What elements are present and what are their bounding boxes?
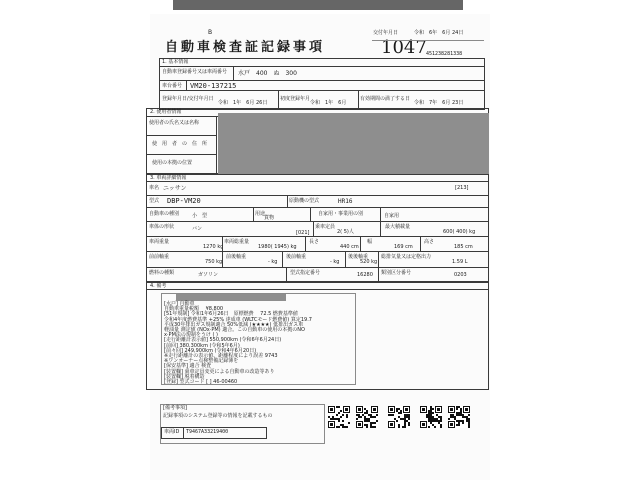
remark-line: [51年規制] 令和1年6月26日 原標燃費 72.5 燃費基準値 [164,311,298,318]
issue-date-value: 令和 6年 6月 24日 [414,30,464,36]
remark-line: 令和4年度燃費基準 +25% 達成車 (WLTCモード燃費値) 算定19.7 [164,316,312,323]
divider [310,207,311,221]
reg-date-label: 登録年月日/交付年月日 [162,96,214,102]
issue-date-label: 交付年月日 [373,30,399,36]
divider [305,236,306,251]
first-reg-value: 令和 1年 6月 [310,100,347,106]
front-rear-axle-value: - kg [268,259,278,265]
purpose-value: 自家用 [384,213,400,219]
divider [380,207,381,221]
vehicle-type-label: 自動車の種別 [149,211,180,217]
reg-number-label: 自動車登録番号又は車両番号 [162,69,228,75]
qr-code-2-icon [356,406,378,428]
divider [358,90,359,110]
capacity-label: 乗車定員 [315,224,336,230]
divider [420,236,421,251]
divider [378,267,379,282]
displacement-label: 総排気量又は定格出力 [381,254,432,260]
divider [146,195,489,196]
divider [146,154,216,155]
rear-front-axle-value: - kg [330,259,340,265]
maker-label: 車名 [149,185,160,191]
max-load-label: 最大積載量 [385,224,411,230]
divider [146,221,489,222]
gross-weight-label: 車両総重量 [224,239,250,245]
remark-line: [水戸] 自動車 [164,301,195,307]
rear-rear-axle-label: 後後軸重 [348,254,369,260]
remark-line: [登録] 型式コード [ ] 46-00460 [164,379,238,385]
notes-header: [備考事項] [163,405,187,411]
use-label: 用途 [255,211,266,217]
divider [146,267,489,268]
approval-number-value: 16280 [357,272,373,278]
remark-line: 自動車重量税額 ¥8,800 [164,306,224,313]
remark-line: [装置欄] 乗車定員変更による自動車の改造等あり [164,368,275,375]
capacity-value: 2( 5)人 [337,229,354,235]
divider [146,181,489,182]
remark-line: [前々回] 249,900km (令和4年6月20日) [164,347,257,354]
qr-code-5-icon [448,406,470,428]
qr-code-1-icon [328,406,350,428]
vehicle-type-value: 小 型 [192,213,208,219]
remark-line: [保安基準] 適合 検査 [164,363,212,370]
vehicle-id-label: 車両ID [164,429,180,435]
expiry-label: 有効期間の満了する日 [360,96,411,102]
gross-weight-value: 1980( 1945) kg [258,244,297,250]
vehicle-weight-label: 車両重量 [149,239,170,245]
divider [146,236,489,237]
remark-line: [前回] 380,300km (令和5年6月) [164,342,240,349]
divider [287,195,288,207]
handwritten-number: 1047 [381,37,427,58]
remark-line: ※ワンオーナー点検整備記録簿を [164,358,239,365]
section2-header: 2. 使用者情報 [150,109,182,115]
divider [253,207,254,221]
class-number-label: 類別区分番号 [381,270,412,276]
body-shape-value: バン [192,226,203,232]
height-label: 高さ [424,239,435,245]
divider [233,66,234,80]
divider [380,221,381,236]
reg-date-value: 令和 1年 6月 26日 [218,100,268,106]
divider [222,251,223,267]
divider [360,236,361,251]
model-value: DBP-VM20 [167,197,201,205]
user-address-label: 使 用 者 の 住 所 [152,141,208,147]
purpose-label: 自家用・事業用の別 [318,211,364,217]
divider [282,251,283,267]
fuel-type-label: 燃料の種類 [149,270,175,276]
divider [216,116,217,174]
divider [183,427,184,439]
remark-line: x·PM法の規制をうけ ( ) [164,332,218,339]
section3-header: 3. 車両詳細情報 [150,175,187,181]
doc-number: 451238281338 [426,51,463,57]
rear-front-axle-label: 後前軸重 [286,254,307,260]
front-front-axle-value: 750 kg [205,259,223,265]
divider [378,251,379,267]
rear-rear-axle-value: 520 kg [360,259,378,265]
divider [146,207,489,208]
width-value: 169 cm [394,244,413,250]
corner-mark: B [208,29,213,36]
vin-value: VM20-137215 [190,82,237,90]
divider [186,80,187,90]
section1-header: 1. 基本情報 [162,59,189,65]
displacement-value: 1.59 L [452,259,468,265]
divider [159,90,485,91]
top-redaction-bar [173,0,463,10]
divider [222,236,223,251]
remark-line: 軽油量 測定値 (NOx·PM) 適合。この自動車の使用の本拠のNO [164,327,305,333]
front-front-axle-label: 前前軸重 [149,254,170,260]
remark-line: ※走行距離計の表示値、距離程度により誤差 9743 [164,353,278,359]
reg-number-value: 水戸 400 ぬ 300 [238,70,297,77]
body-shape-label: 車体の形状 [149,224,175,230]
section4-header: 4. 備考 [150,283,167,289]
divider [146,251,489,252]
engine-label: 原動機の型式 [289,198,320,204]
issue-date-underline [372,40,484,41]
divider [345,251,346,267]
divider [278,90,279,110]
length-label: 長さ [309,239,320,245]
remark-line: [装置欄] 脱着構造 [164,373,205,380]
divider [146,135,216,136]
width-label: 幅 [367,239,373,245]
qr-code-4-icon [420,406,442,428]
height-value: 185 cm [454,244,473,250]
first-reg-label: 初度登録年月 [280,96,311,102]
base-location-label: 使用の本拠の位置 [152,160,193,166]
vehicle-id-value: T9467A33219400 [186,429,229,435]
notes-text: 記録事項のシステム登録等の情報を記載するもの [163,413,273,419]
fuel-type-value: ガソリン [198,272,219,278]
divider [159,80,485,81]
maker-code: [213] [455,185,469,191]
max-load-value: 600( 400) kg [443,229,476,235]
redacted-user-block [218,113,489,175]
divider [146,289,489,290]
front-rear-axle-label: 前後軸重 [226,254,247,260]
qr-code-3-icon [388,406,410,428]
engine-value: HR16 [338,198,353,205]
expiry-value: 令和 7年 6月 23日 [414,100,464,106]
approval-number-label: 型式指定番号 [290,270,321,276]
length-value: 440 cm [340,244,359,250]
redacted-remark [176,294,286,301]
document-title: 自動車検査証記録事項 [165,40,326,55]
body-shape-code: [021] [296,230,310,236]
remark-line: 平成30年排出ガス規制適合 50%低減 (★★★★) 低排出ガス車 [164,321,304,328]
divider [286,267,287,282]
maker-value: ニッサン [163,185,187,192]
remark-line: [走行距離計表示値] 550,900km (令和6年6月24日) [164,337,282,344]
model-label: 型式 [149,198,160,204]
use-value: 貨物 [264,215,275,221]
vin-label: 車台番号 [162,83,183,89]
user-name-label: 使用者の氏名又は名称 [149,120,200,126]
vehicle-weight-value: 1270 kg [203,244,224,250]
class-number-value: 0203 [454,272,467,278]
divider [159,66,485,67]
divider [313,221,314,236]
